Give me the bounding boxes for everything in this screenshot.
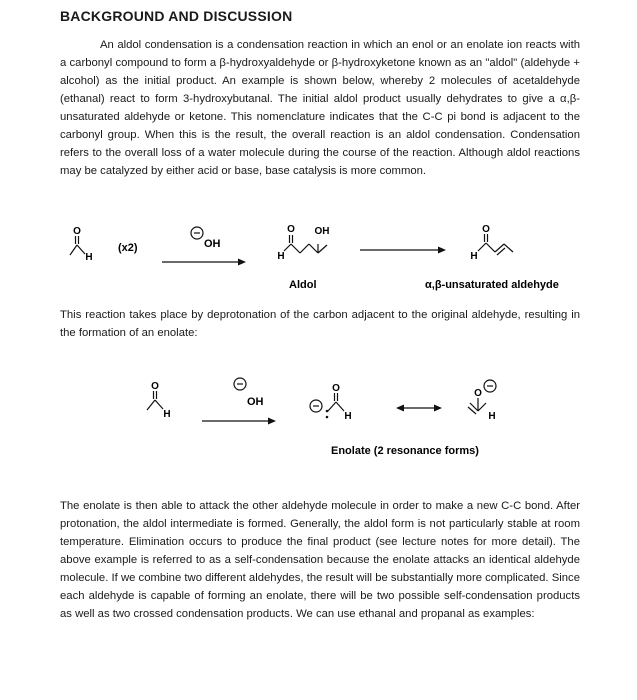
- atom-label: O: [482, 224, 490, 235]
- product-label: α,β-unsaturated aldehyde: [425, 279, 559, 291]
- atom-label: O: [287, 224, 295, 235]
- bond: [504, 244, 513, 252]
- atom-label: H: [488, 411, 496, 422]
- bond: [291, 244, 300, 253]
- multiplier-label: (x2): [118, 242, 138, 254]
- bond: [284, 244, 291, 251]
- bond: [336, 402, 344, 411]
- atom-label: O: [73, 226, 81, 237]
- enolate-formation-scheme: [0, 370, 637, 465]
- bond: [155, 400, 163, 409]
- bond: [318, 245, 327, 253]
- enolate-label: Enolate (2 resonance forms): [331, 445, 479, 457]
- bond: [478, 403, 486, 411]
- paragraph-enolate-attack: The enolate is then able to attack the other aldehyde molecule in order to make a new C-C bond. After protonation, the aldol intermediate is formed. Generally, the aldol form is not particularly stable at room temperature. Elimination occurs to produce the final product (see lecture notes for more detail). The above example is referred to as a self-condensation because the enolate attacks an identical aldehyde molecule. If we combine two different aldehydes, the result will be substantially more complicated. Since each aldehyde is capable of forming an enolate, there will be two possible self-condensation products as well as two crossed condensation products. We can use ethanal and propanal as examples:: [60, 500, 580, 620]
- atom-label: H: [277, 251, 285, 262]
- reagent-label: OH: [204, 238, 221, 250]
- arrowhead: [268, 418, 276, 425]
- atom-label: H: [163, 409, 171, 420]
- aldol-condensation-scheme: [0, 222, 637, 297]
- bond: [309, 244, 318, 253]
- section-heading: BACKGROUND AND DISCUSSION: [60, 8, 293, 24]
- atom-label: O: [474, 388, 482, 399]
- paragraph-intro: An aldol condensation is a condensation reaction in which an enol or an enolate ion reacts with a carbonyl compound to form a β-hydroxyaldehyde or β-hydroxyketone known as an "aldol" (aldehyde + alcohol) as the initial product. An example is shown below, whereby 2 molecules of acetaldehyde (ethanal) react to form 3-hydroxybutanal. The initial aldol product usually dehydrates to give a α,β-unsaturated aldehyde or ketone. This nomenclature indicates that the C-C pi bond is adjacent to the carbonyl group. When this is the result, the overall reaction is an aldol condensation. Condensation refers to the overall loss of a water molecule during the course of the reaction. Although aldol reactions may be catalyzed by either acid or base, base catalysis is more common.: [60, 39, 580, 177]
- bond: [478, 243, 486, 251]
- atom-label: O: [332, 383, 340, 394]
- atom-label: H: [85, 252, 93, 263]
- atom-label: OH: [314, 226, 330, 237]
- atom-label: H: [470, 251, 478, 262]
- paragraph-deprotonation: This reaction takes place by deprotonation of the carbon adjacent to the original aldehyde, resulting in the formation of an enolate:: [60, 309, 580, 339]
- bond: [486, 243, 495, 252]
- bond: [77, 245, 85, 254]
- arrowhead-1: [238, 259, 246, 266]
- atom-label: O: [151, 381, 159, 392]
- bond: [147, 400, 155, 410]
- atom-label: H: [344, 411, 352, 422]
- aldol-label: Aldol: [289, 279, 317, 291]
- arrowhead-left: [396, 405, 404, 412]
- arrowhead-right: [434, 405, 442, 412]
- arrowhead-2: [438, 247, 446, 254]
- bond: [70, 245, 77, 255]
- bond: [300, 244, 309, 253]
- bond: [328, 402, 336, 411]
- reagent-label: OH: [247, 396, 264, 408]
